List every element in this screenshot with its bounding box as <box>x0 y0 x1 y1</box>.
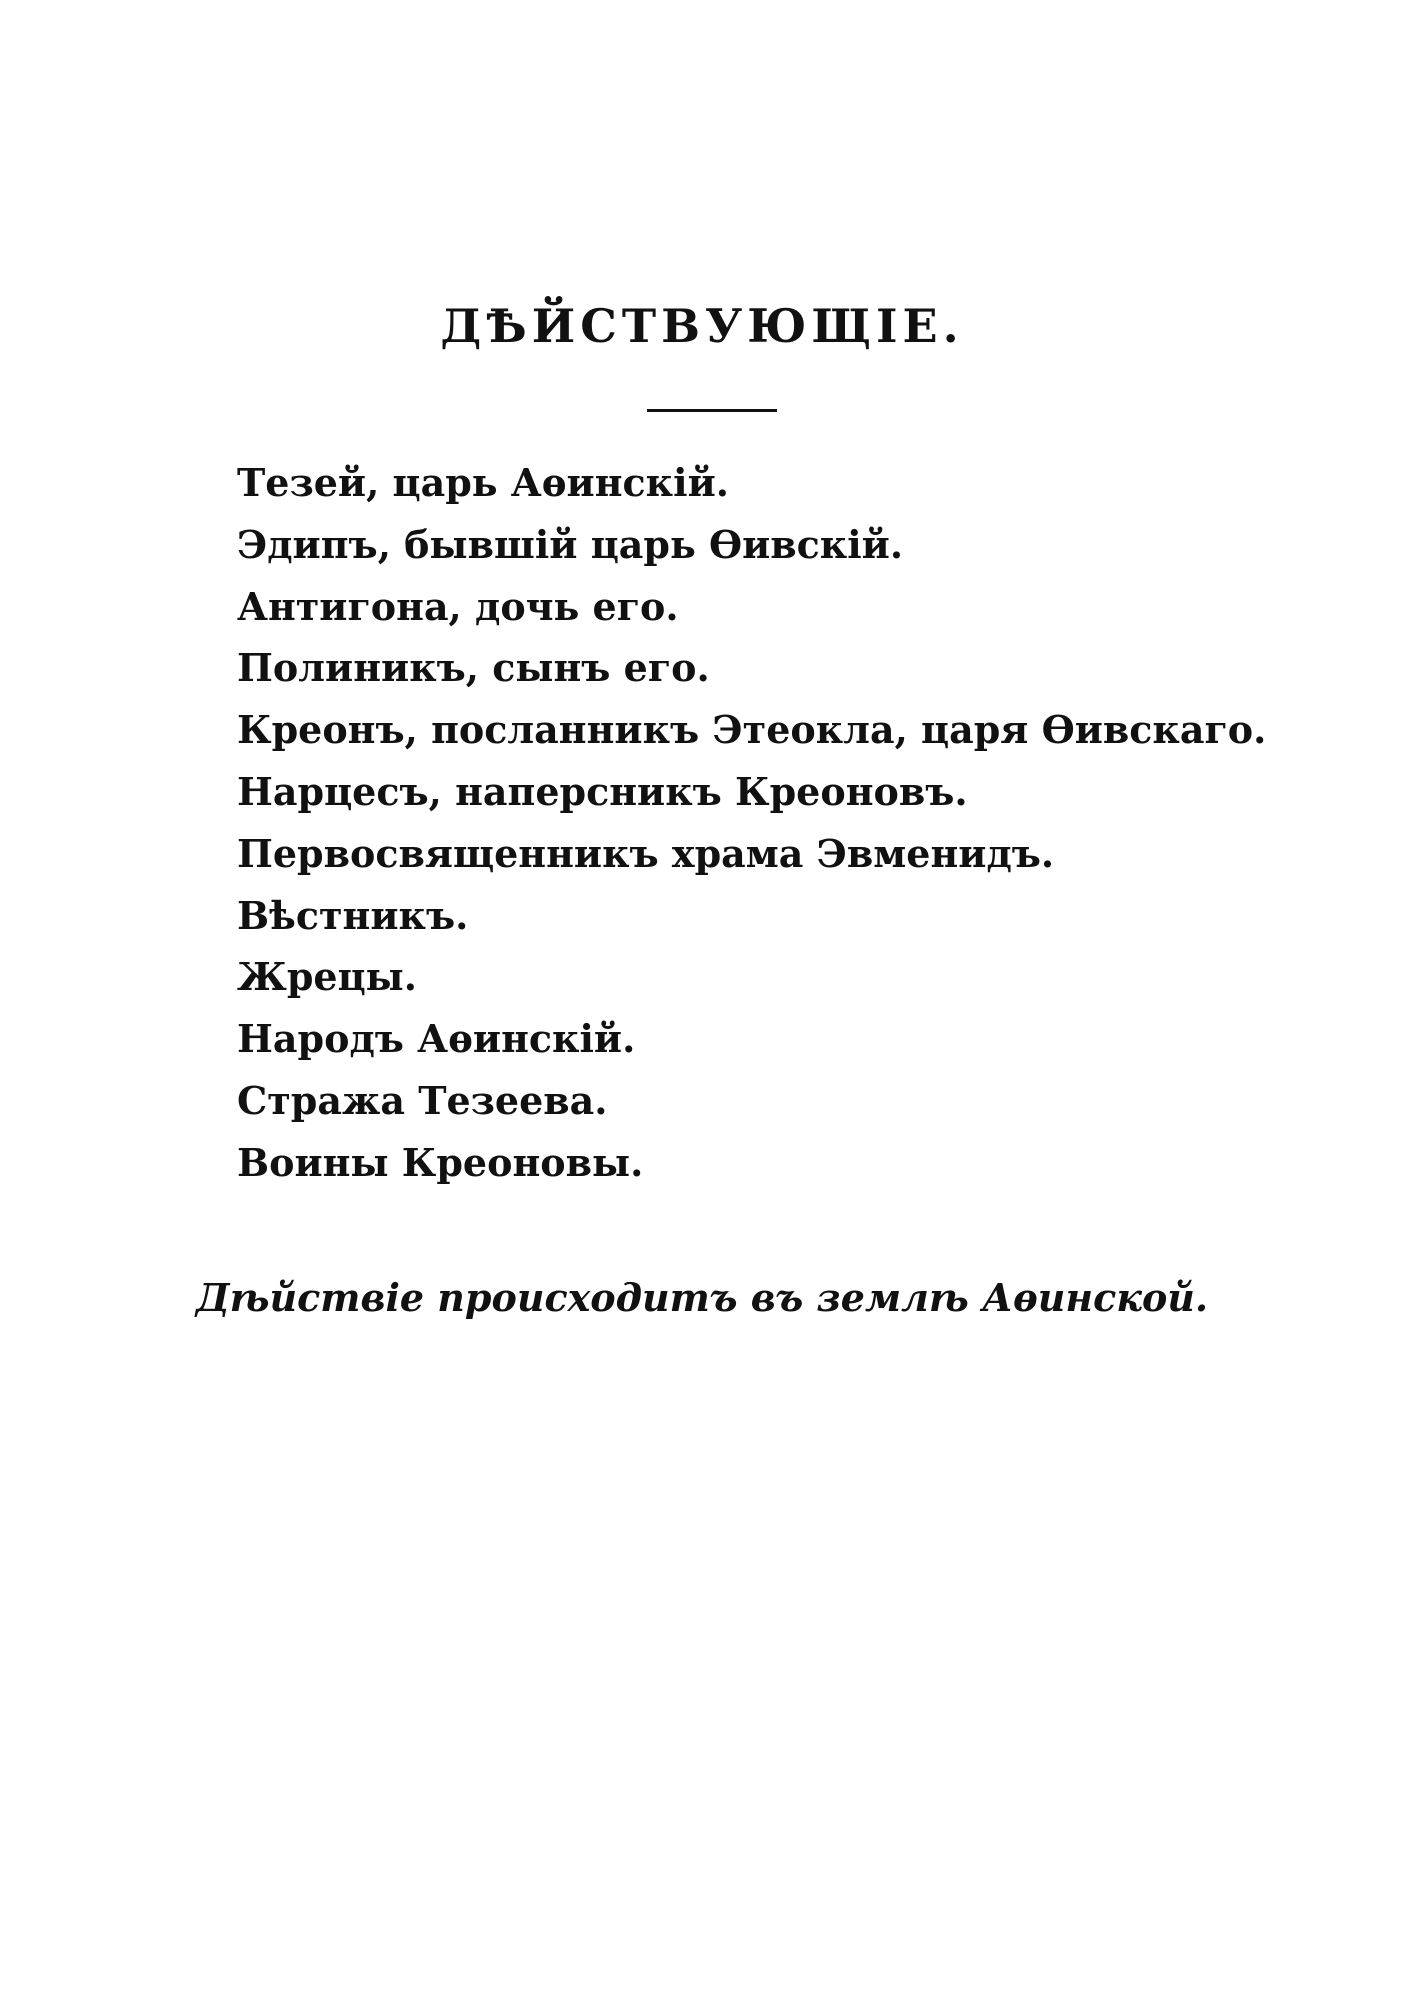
cast-item-guard: Стража Тезеева. <box>237 1077 608 1123</box>
cast-item-antigona: Антигона, дочь его. <box>237 583 679 629</box>
cast-item-messenger: Вѣстникъ. <box>237 892 469 938</box>
setting-note: Дѣйствіе происходитъ въ землѣ Аѳинской. <box>195 1275 1209 1320</box>
cast-item-high-priest: Первосвященникъ храма Эвменидъ. <box>237 830 1055 876</box>
cast-item-tezei: Тезей, царь Аѳинскій. <box>237 460 729 505</box>
cast-list <box>237 452 1266 1194</box>
page-title: ДѢЙСТВУЮЩІЕ. <box>440 299 964 353</box>
cast-item-people: Народъ Аѳинскій. <box>237 1016 636 1062</box>
cast-item-warriors: Воины Креоновы. <box>237 1139 644 1185</box>
cast-item-edip: Эдипъ, бывшій царь Ѳивскій. <box>237 521 904 567</box>
cast-item-polinik: Полиникъ, сынъ его. <box>237 645 710 691</box>
title-divider <box>647 409 777 412</box>
cast-item-kreon: Креонъ, посланникъ Этеокла, царя Ѳивскаго. <box>237 707 1267 753</box>
cast-item-priests: Жрецы. <box>237 954 417 1000</box>
cast-item-narces: Нарцесъ, наперсникъ Креоновъ. <box>237 768 968 814</box>
